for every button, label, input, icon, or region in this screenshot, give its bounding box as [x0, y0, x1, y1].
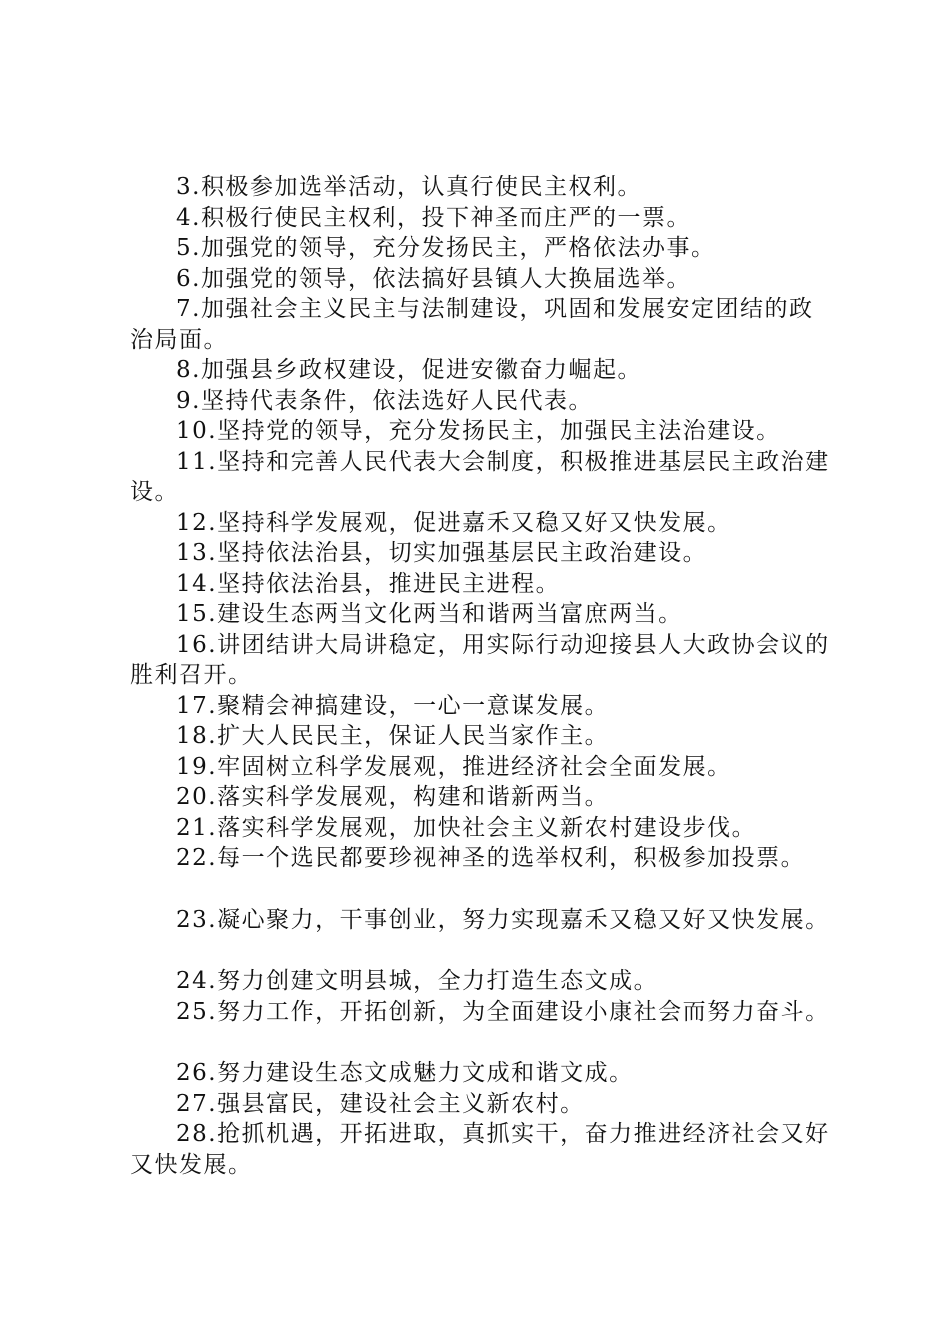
list-item: 9.坚持代表条件，依法选好人民代表。 — [176, 387, 593, 414]
document-body — [130, 172, 850, 1180]
list-item: 25.努力工作，开拓创新，为全面建设小康社会而努力奋斗。 — [176, 998, 830, 1025]
list-item: 27.强县富民，建设社会主义新农村。 — [176, 1090, 585, 1117]
list-item: 14.坚持依法治县，推进民主进程。 — [176, 570, 561, 597]
list-item: 8.加强县乡政权建设，促进安徽奋力崛起。 — [176, 357, 642, 383]
list-item: 24.努力创建文明县城，全力打造生态文成。 — [176, 968, 659, 994]
list-item: 11.坚持和完善人民代表大会制度，积极推进基层民主政治建设。 — [130, 448, 830, 505]
list-item: 6.加强党的领导，依法搞好县镇人大换届选举。 — [176, 265, 691, 292]
list-item: 13.坚持依法治县，切实加强基层民主政治建设。 — [176, 540, 708, 566]
list-item: 20.落实科学发展观，构建和谐新两当。 — [176, 784, 610, 810]
list-item: 15.建设生态两当文化两当和谐两当富庶两当。 — [176, 601, 683, 627]
list-item: 26.努力建设生态文成魅力文成和谐文成。 — [176, 1060, 634, 1086]
list-item: 10.坚持党的领导，充分发扬民主，加强民主法治建设。 — [176, 418, 781, 444]
list-item: 18.扩大人民民主，保证人民当家作主。 — [176, 723, 610, 749]
list-item: 21.落实科学发展观，加快社会主义新农村建设步伐。 — [176, 814, 757, 841]
list-item: 5.加强党的领导，充分发扬民主，严格依法办事。 — [176, 235, 716, 261]
list-item: 7.加强社会主义民主与法制建设，巩固和发展安定团结的政治局面。 — [130, 296, 814, 353]
list-item: 12.坚持科学发展观，促进嘉禾又稳又好又快发展。 — [176, 509, 732, 536]
list-item: 16.讲团结讲大局讲稳定，用实际行动迎接县人大政协会议的胜利召开。 — [130, 631, 830, 688]
list-item: 17.聚精会神搞建设，一心一意谋发展。 — [176, 692, 610, 719]
list-item: 4.积极行使民主权利，投下神圣而庄严的一票。 — [176, 204, 691, 231]
list-item: 3.积极参加选举活动，认真行使民主权利。 — [176, 174, 642, 200]
list-item: 28.抢抓机遇，开拓进取，真抓实干，奋力推进经济社会又好又快发展。 — [130, 1121, 830, 1178]
list-item: 23.凝心聚力，干事创业，努力实现嘉禾又稳又好又快发展。 — [176, 906, 830, 933]
list-item: 22.每一个选民都要珍视神圣的选举权利，积极参加投票。 — [176, 845, 806, 871]
list-item: 19.牢固树立科学发展观，推进经济社会全面发展。 — [176, 753, 732, 780]
